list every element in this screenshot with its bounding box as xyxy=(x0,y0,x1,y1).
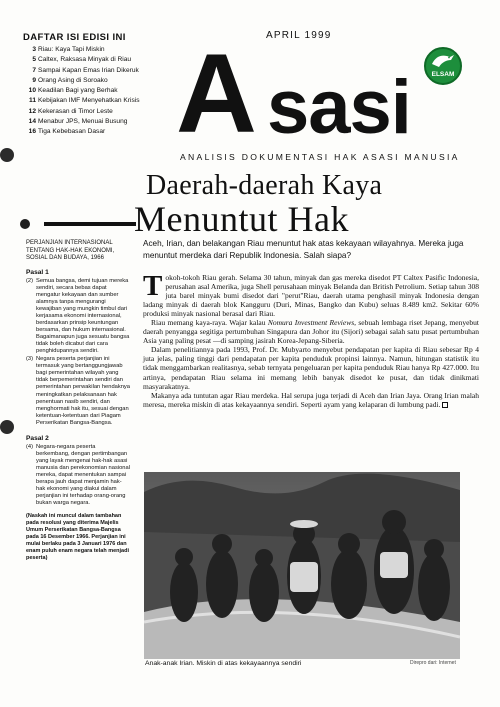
headline-bullet xyxy=(20,219,30,229)
photo-caption: Anak-anak Irian. Miskin di atas kekayaannya sendiri xyxy=(145,660,302,667)
photo-children-image xyxy=(144,472,460,659)
treaty-title: PERJANJIAN INTERNASIONAL TENTANG HAK-HAK EKONOMI, SOSIAL DAN BUDAYA, 1966 xyxy=(26,240,115,262)
toc-item[interactable]: 5 Caltex, Raksasa Minyak di Riau xyxy=(32,56,132,64)
toc-item[interactable]: 16 Tiga Kebebasan Dasar xyxy=(28,128,106,136)
toc-item[interactable]: 10 Keadilan Bagi yang Berhak xyxy=(28,87,118,95)
body-paragraph: Dalam penelitiannya pada 1993, Prof. Dr. Mubyarto menyebut pendapatan per kapita di Riau sebesar Rp 4 juta jelas, paling tinggi dari pendapatan per kapita penduduk propinsi lainnya. Namun, hitungan statistik itu tidak menggambarkan realitasnya, sebab ternyata pengeluaran per kapita penduduk Riau hanya Rp 427.000. Itu artinya, pendapatan Riau selama ini memang lebih banyak disedot ke pusat, dan tidak dinikmati masyarakatnya. xyxy=(143,345,479,391)
article-paragraph: (2) Semua bangsa, demi tujuan mereka sendiri, secara bebas dapat mengatur kekayaan dan sumber alamnya tanpa mengurangi kewajiban yang mungkin timbul dari kerjasama ekonomi internasional, berdasarkan prinsip keuntungan bersama, dan hukum internasional. Bagaimanapun juga sesuatu bangsa tidak boleh dicabut dari cara penghidupannya sendiri. xyxy=(26,277,130,355)
headline-line-2: Menuntut Hak xyxy=(134,199,349,239)
article-paragraph: (4) Negara-negara peserta berkembang, dengan pertimbangan yang layak mengenai hak-hak asasi manusia dan perekonomian nasional mereka, dapat menentukan sampai berapa jauh dapat menjamin hak-hak ekonomi yang diakui dalam perjanjian ini terhadap orang-orang bukan warga negara. xyxy=(26,443,130,507)
sidebar-treaty xyxy=(26,240,130,562)
article-lede: Aceh, Irian, dan belakangan Riau menuntut hak atas kekayaan wilayahnya. Mereka juga menuntut merdeka dari Republik Indonesia. Salah siapa? xyxy=(143,239,464,260)
toc-list xyxy=(26,45,176,138)
logo-wordmark: sasi xyxy=(267,65,411,150)
treaty-note: (Naskah ini muncul dalam tambahan pada resolusi yang diterima Majelis Umum Perserikatan Bangsa-Bangsa pada 16 Desember 1966. Perjanjian ini mulai berlaku pada 3 Januari 1976 dan enam puluh enam negara telah menjadi peserta) xyxy=(26,513,129,561)
masthead-subtitle: ANALISIS DOKUMENTASI HAK ASASI MANUSIA xyxy=(180,152,460,162)
toc-item[interactable]: 14 Menabur JPS, Menuai Busung xyxy=(28,118,128,126)
drop-cap: T xyxy=(143,270,163,302)
photo-credit: Direpro dari: Internet xyxy=(410,660,456,666)
end-mark-icon xyxy=(442,402,448,408)
toc-item[interactable]: 7 Sampai Kapan Emas Irian Dikeruk xyxy=(32,66,139,74)
body-paragraph: Riau memang kaya-raya. Wajar kalau Nomura Investment Reviews, sebuah lembaga riset Jepang, menyebut daerah penyangga segitiga pertumbuhan Singapura dan Johor itu (Sijori) sebagai salah satu pusat pertumbuhan Asia yang paling pesat —di samping jasirah Korea-Jepang-Siberia. xyxy=(143,318,480,346)
toc-item[interactable]: 12 Kekerasan di Timor Leste xyxy=(28,107,113,115)
body-paragraph: Tokoh-tokoh Riau gerah. Selama 30 tahun, minyak dan gas mereka disedot PT Caltex Pasific Indonesia, perusahan asal Amerika, juga Shell perusahaan minyak Belanda dan British Petrolium. Setiap tahun 308 juta barel minyak bumi disedot dari "perut"Riau, daerah utama penghasil minyak Indonesia dengan ladang minyak di daerah blok Kangguru (Duri, Minas, Bangko dan Kubu) seluas 8.489 km2. Sekitar 60% produksi minyak nasional berasal dari Riau. xyxy=(143,270,479,319)
toc-item[interactable]: 9 Orang Asing di Soroako xyxy=(32,76,108,84)
headline-rule xyxy=(44,222,136,226)
article-heading: Pasal 1 xyxy=(26,268,49,276)
article-paragraph: (3) Negara peserta perjanjian ini termasuk yang bertanggungjawab bagi pemerintahan wilayah yang tidak berpemerintahan sendiri dan pemerintahan perwakilan hendaknya meningkatkan pelaksanaan hak penentuan nasib sendiri, dan menghormati hak itu, sesuai dengan ketentuan-ketentuan dari Piagam Perserikatan Bangsa-Bangsa. xyxy=(26,356,130,426)
bird-icon xyxy=(430,52,456,72)
article-photo xyxy=(144,472,460,659)
punch-hole xyxy=(0,148,14,162)
toc-title: DAFTAR ISI EDISI INI xyxy=(23,32,126,43)
issue-date: APRIL 1999 xyxy=(266,30,332,41)
badge-label: ELSAM xyxy=(431,71,455,78)
article-heading: Pasal 2 xyxy=(26,434,49,442)
punch-hole xyxy=(0,420,14,434)
logo-letter-a: A xyxy=(176,31,253,156)
article-body xyxy=(143,270,480,409)
headline-line-1: Daerah-daerah Kaya xyxy=(146,170,383,201)
toc-item[interactable]: 11 Kebijakan IMF Menyehatkan Krisis xyxy=(29,97,140,105)
body-paragraph: Makanya ada tuntutan agar Riau merdeka. Hal serupa juga terjadi di Aceh dan Irian Jaya. Orang Irian malah meresa, mereka miskin di atas kekayaannya sendiri. Seperti ayam yang kelaparan di lumbung padi. xyxy=(143,390,479,409)
toc-item[interactable]: 3 Riau: Kaya Tapi Miskin xyxy=(32,46,105,53)
elsam-logo xyxy=(424,47,462,85)
